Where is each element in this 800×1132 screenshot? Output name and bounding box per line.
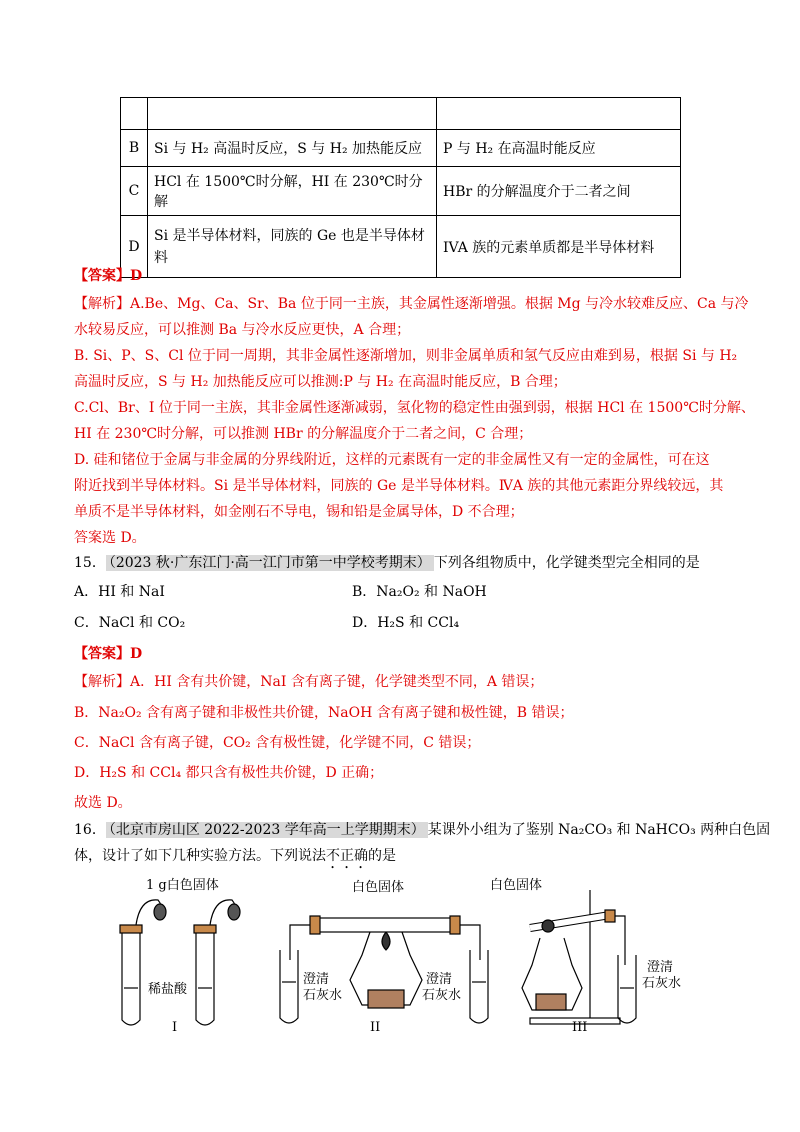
q15-analysis-line: C．NaCl 含有离子键，CO₂ 含有极性键，化学键不同，C 错误； [74, 735, 481, 751]
q15-source: （2023 秋·广东江门·高一江门市第一中学校考期末） [106, 555, 434, 571]
q16-stem [74, 820, 771, 840]
table-row [121, 98, 681, 130]
q14-analysis-line: 【解析】A.Be、Mg、Ca、Sr、Ba 位于同一主族，其金属性逐渐增强。根据 Mg 与冷水较难反应、Ca 与冷 [74, 296, 749, 312]
table-cell-left: Si 是半导体材料，同族的 Ge 也是半导体材料 [148, 216, 437, 278]
q15-option-a: A．HI 和 NaI [74, 584, 165, 600]
figure-numeral-3: III [572, 1020, 588, 1035]
q15-number: 15． [74, 555, 106, 571]
apparatus-drawing [100, 870, 720, 1040]
table-cell-right: P 与 H₂ 在高温时能反应 [437, 130, 681, 167]
q14-answer: 【答案】D [74, 268, 143, 284]
q15-stem [74, 553, 734, 573]
q14-analysis-line: 水较易反应，可以推测 Ba 与冷水反应更快，A 合理； [74, 322, 411, 338]
figure-label-solid-1: 1 g白色固体 [146, 878, 219, 893]
q15-analysis-line: D．H₂S 和 CCl₄ 都只含有极性共价键，D 正确； [74, 765, 384, 781]
limewater-tube-left [280, 950, 298, 1023]
q15-conclusion: 故选 D。 [74, 795, 132, 811]
limewater-tube-3 [618, 955, 636, 1023]
table-cell-left [148, 98, 437, 130]
limewater-tube-right [470, 950, 488, 1023]
table-cell-left: HCl 在 1500℃时分解，HI 在 230℃时分解 [148, 167, 437, 216]
q15-answer: 【答案】D [74, 646, 143, 662]
figure-label-limewater-b: 石灰水 [303, 988, 343, 1003]
q14-conclusion: 答案选 D。 [74, 530, 146, 546]
rubber-band-2 [194, 925, 216, 933]
table-cell-left: Si 与 H₂ 高温时反应，S 与 H₂ 加热能反应 [148, 130, 437, 167]
figure-label-solid-2: 白色固体 [352, 880, 405, 895]
q16-number: 16． [74, 822, 106, 838]
experiment-figure [100, 870, 720, 1040]
table-cell-right [437, 98, 681, 130]
figure-label-solid-3: 白色固体 [490, 878, 543, 893]
figure-label-acid: 稀盐酸 [148, 982, 188, 997]
q14-analysis-line: 附近找到半导体材料。Si 是半导体材料，同族的 Ge 是半导体材料。ⅣA 族的其他元素距分界线较远，其 [74, 478, 724, 494]
figure-label-limewater-a: 澄清 [647, 960, 674, 975]
table-cell-letter [121, 98, 148, 130]
q16-stem-text: 的是 [368, 848, 396, 864]
q16-source: （北京市房山区 2022-2023 学年高一上学期期末） [106, 822, 428, 838]
figure-label-limewater-b: 石灰水 [422, 988, 462, 1003]
delivery-tube-right [615, 916, 625, 965]
table-cell-letter: B [121, 130, 148, 167]
table-cell-right: HBr 的分解温度介于二者之间 [437, 167, 681, 216]
q14-analysis-line: 单质不是半导体材料，如金刚石不导电，锡和铅是金属导体，D 不合理； [74, 504, 524, 520]
q15-analysis-line: 【解析】A．HI 含有共价键，NaI 含有离子键，化学键类型不同，A 错误； [74, 674, 544, 690]
q15-stem-text: 下列各组物质中，化学键类型完全相同的是 [433, 555, 700, 571]
options-table [120, 97, 681, 278]
q15-option-b: B．Na₂O₂ 和 NaOH [352, 584, 487, 600]
test-tube-1 [122, 930, 140, 1025]
q15-option-d: D．H₂S 和 CCl₄ [352, 615, 460, 631]
figure-numeral-1: I [172, 1020, 178, 1035]
figure-label-limewater-b: 石灰水 [642, 976, 682, 991]
q14-analysis-line: HI 在 230℃时分解，可以推测 HBr 的分解温度介于二者之间，C 合理； [74, 426, 533, 442]
table-row [121, 130, 681, 167]
table-cell-right: IVA 族的元素单质都是半导体材料 [437, 216, 681, 278]
q16-stem-text: 某课外小组为了鉴别 Na₂CO₃ 和 NaHCO₃ 两种白色固 [427, 822, 771, 838]
q16-emphasis: 不正确 [326, 848, 368, 864]
combustion-tube [315, 918, 455, 932]
q14-analysis-line: B. Si、P、S、Cl 位于同一周期，其非金属性逐渐增加，则非金属单质和氢气反应由难到易，根据 Si 与 H₂ [74, 348, 738, 364]
figure-label-limewater-a: 澄清 [303, 972, 330, 987]
delivery-tube-left [290, 925, 310, 960]
rubber-band-1 [120, 925, 142, 933]
table-cell-letter: C [121, 167, 148, 216]
q15-analysis-line: B．Na₂O₂ 含有离子键和非极性共价键，NaOH 含有离子键和极性键，B 错误； [74, 705, 574, 721]
q15-option-c: C．NaCl 和 CO₂ [74, 615, 186, 631]
q16-stem-text: 体，设计了如下几种实验方法。下列说法 [74, 848, 326, 864]
table-cell-letter: D [121, 216, 148, 278]
q14-analysis-line: 高温时反应，S 与 H₂ 加热能反应可以推测:P 与 H₂ 在高温时能反应，B 合理； [74, 374, 567, 390]
table-row [121, 167, 681, 216]
test-tube-2 [196, 930, 214, 1025]
figure-numeral-2: II [370, 1020, 381, 1035]
q16-stem-line2 [74, 846, 734, 872]
figure-label-limewater-a: 澄清 [426, 972, 453, 987]
q14-analysis-line: C.Cl、Br、I 位于同一主族，其非金属性逐渐减弱，氢化物的稳定性由强到弱，根据 HCl 在 1500℃时分解、 [74, 400, 755, 416]
q14-analysis-line: D. 硅和锗位于金属与非金属的分界线附近，这样的元素既有一定的非金属性又有一定的金属性，可在这 [74, 452, 710, 468]
